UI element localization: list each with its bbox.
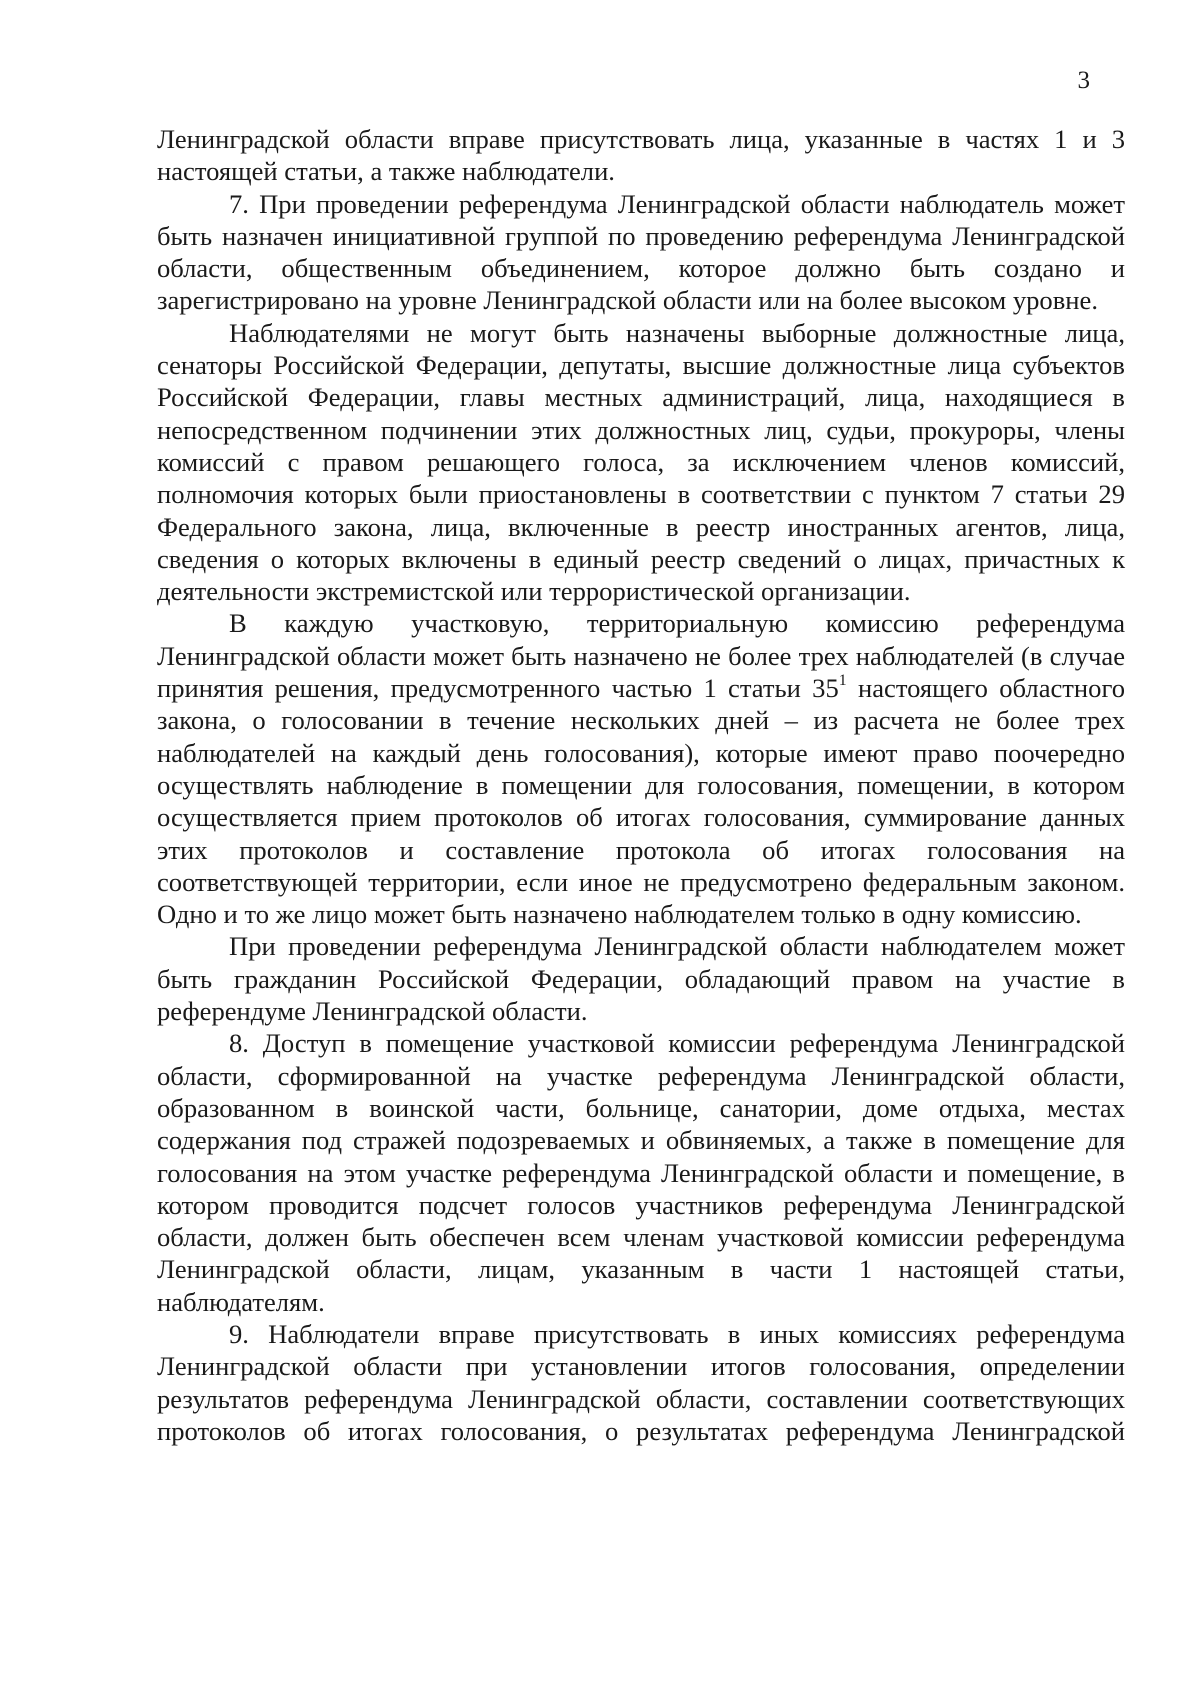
superscript: 1	[838, 671, 847, 689]
paragraph-item-9: 9. Наблюдатели вправе присутствовать в иных комиссиях референдума Ленинградской области при установлении итогов голосования, определении результатов референдума Ленинградской области, составлении соответствующих протоколов об итогах голосования, о результатах референдума Ленинградской	[157, 1318, 1125, 1446]
page-number: 3	[1077, 67, 1090, 94]
paragraph-observer-eligibility: При проведении референдума Ленинградской области наблюдателем может быть гражданин Российской Федерации, обладающий правом на участие в референдуме Ленинградской области.	[157, 931, 1125, 1027]
document-body	[157, 123, 1125, 1447]
paragraph-item-8: 8. Доступ в помещение участковой комиссии референдума Ленинградской области, сформированной на участке референдума Ленинградской области, образованном в воинской части, больнице, санатории, доме отдыха, местах содержания под стражей подозреваемых и обвиняемых, а также в помещение для голосования на этом участке референдума Ленинградской области и помещение, в котором проводится подсчет голосов участников референдума Ленинградской области, должен быть обеспечен всем членам участковой комиссии референдума Ленинградской области, лицам, указанным в части 1 настоящей статьи, наблюдателям.	[157, 1028, 1125, 1317]
paragraph-observer-count	[157, 607, 1125, 930]
paragraph-observer-restrictions: Наблюдателями не могут быть назначены выборные должностные лица, сенаторы Российской Федерации, депутаты, высшие должностные лица субъектов Российской Федерации, главы местных администраций, лица, находящиеся в непосредственном подчинении этих должностных лиц, судьи, прокуроры, члены комиссий с правом решающего голоса, за исключением членов комиссий, полномочия которых были приостановлены в соответствии с пунктом 7 статьи 29 Федерального закона, лица, включенные в реестр иностранных агентов, лица, сведения о которых включены в единый реестр сведений о лицах, причастных к деятельности экстремистской или террористической организации.	[157, 317, 1125, 607]
paragraph-item-7: 7. При проведении референдума Ленинградской области наблюдатель может быть назначен инициативной группой по проведению референдума Ленинградской области, общественным объединением, которое должно быть создано и зарегистрировано на уровне Ленинградской области или на более высоком уровне.	[157, 188, 1125, 316]
paragraph-text-part: настоящего областного закона, о голосовании в течение нескольких дней – из расчета не более трех наблюдателей на каждый день голосования), которые имеют право поочередно осуществлять наблюдение в помещении для голосования, помещении, в котором осуществляется прием протоколов об итогах голосования, суммирование данных этих протоколов и составление протокола об итогах голосования на соответствующей территории, если иное не предусмотрено федеральным законом. Одно и то же лицо может быть назначено наблюдателем только в одну комиссию.	[157, 673, 1125, 930]
paragraph-continuation: Ленинградской области вправе присутствовать лица, указанные в частях 1 и 3 настоящей статьи, а также наблюдатели.	[157, 124, 1125, 187]
paragraph-text-part: В каждую участковую, территориальную комиссию референдума Ленинградской области может быть назначено не более трех наблюдателей (в случае принятия решения, предусмотренного частью 1 статьи 35	[157, 608, 1125, 704]
